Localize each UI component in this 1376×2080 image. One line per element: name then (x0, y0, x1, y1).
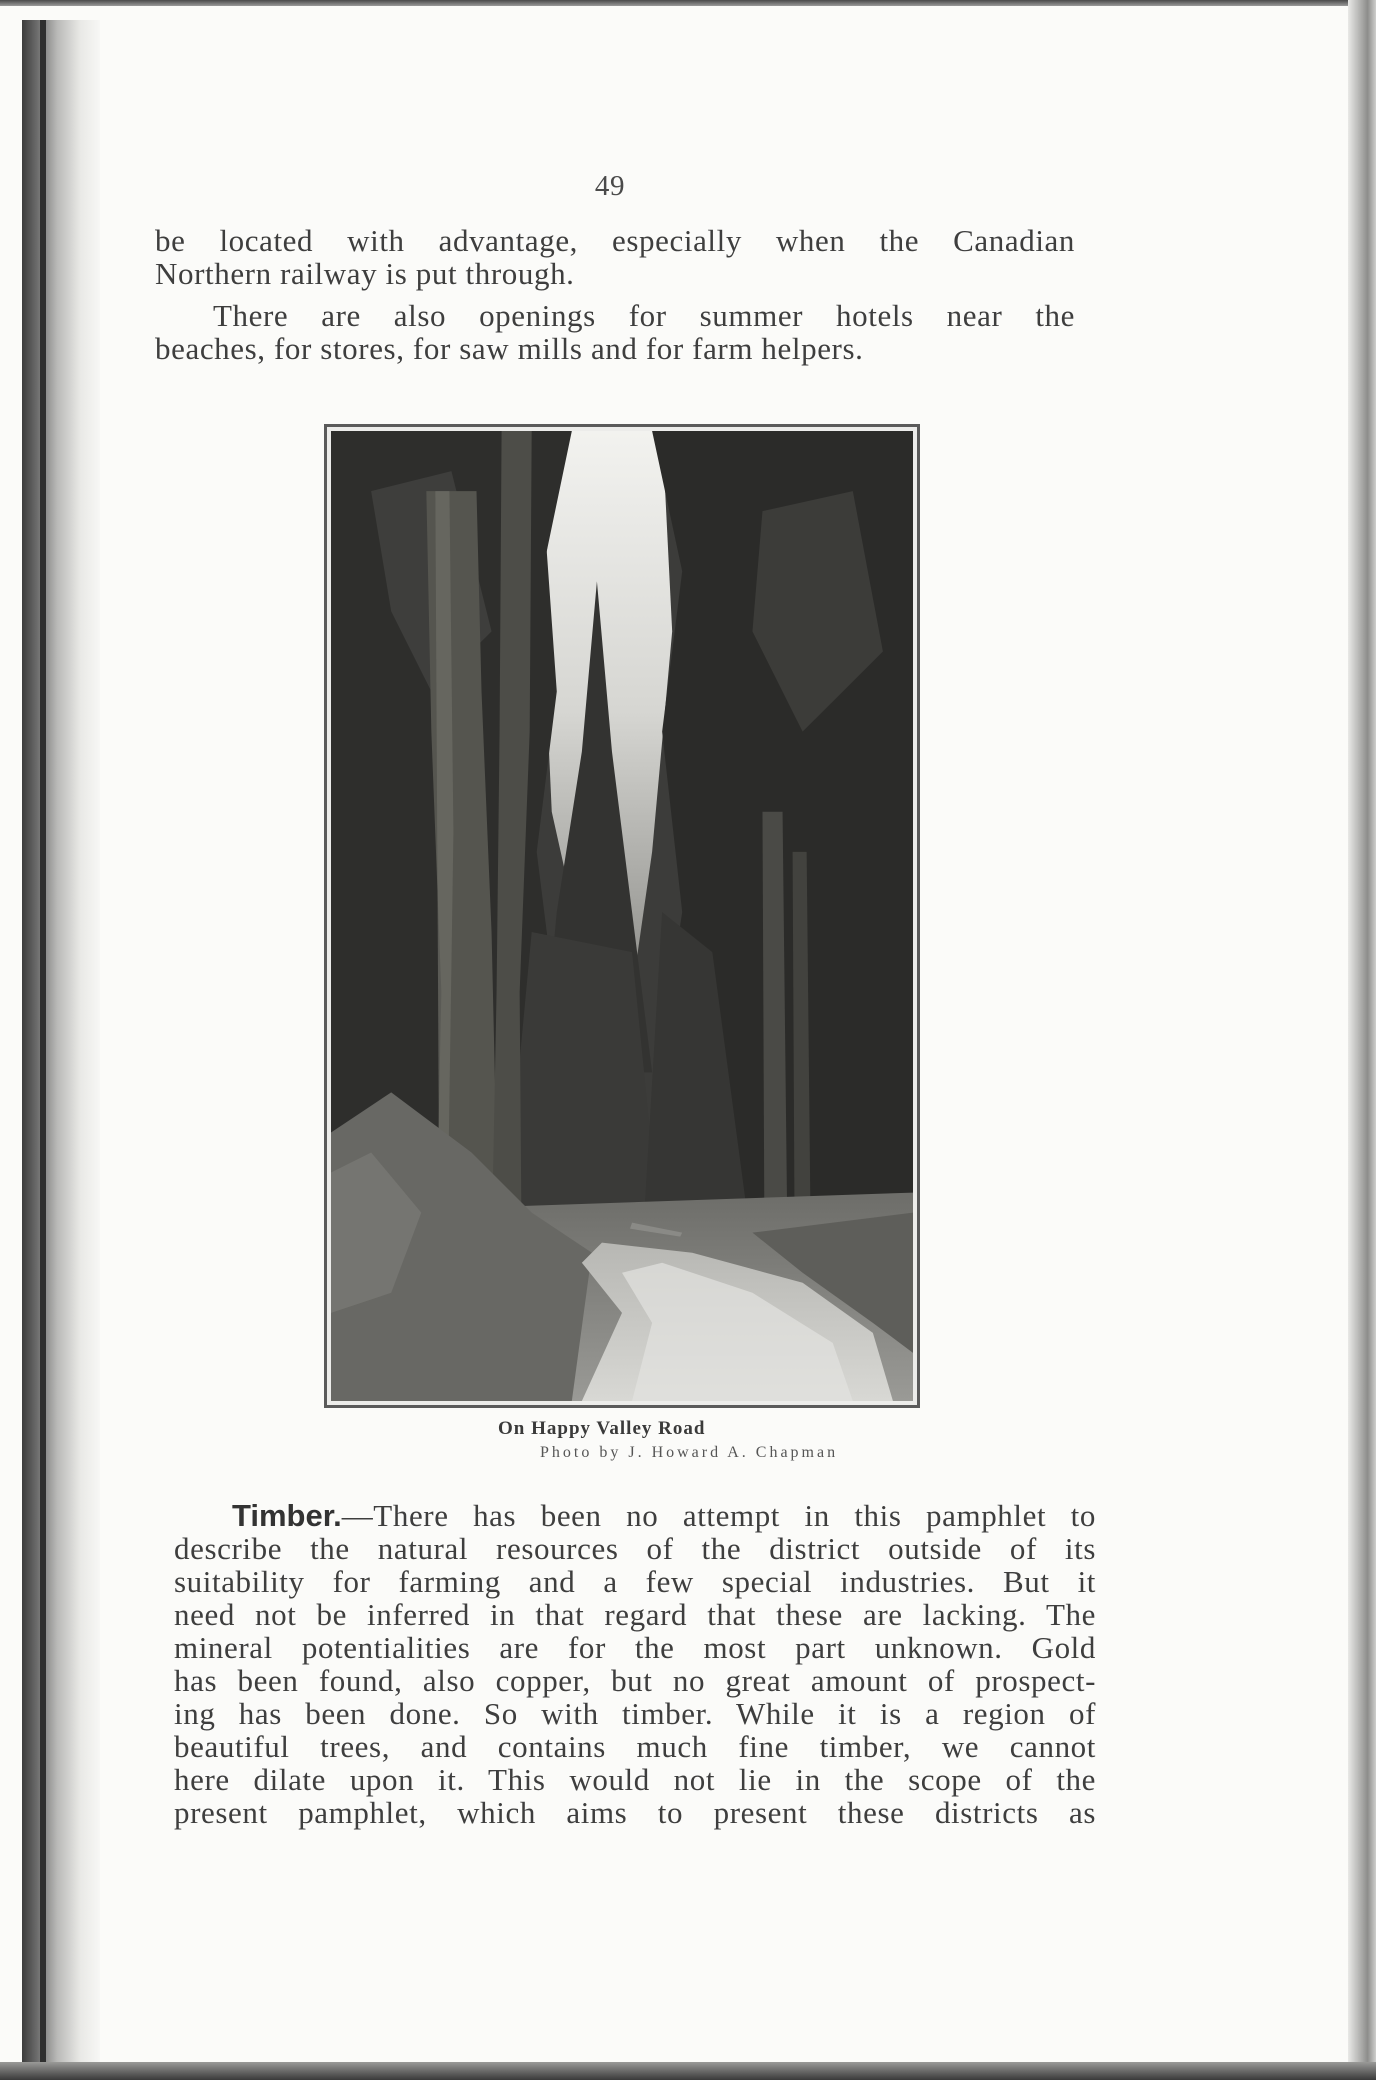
forest-road-photo (324, 424, 920, 1408)
bottom-scan-edge (0, 2062, 1376, 2080)
paragraph-first-line (174, 1499, 1096, 1532)
forest-road-image (331, 431, 913, 1401)
paragraph-line: There are also openings for summer hotels near the (213, 298, 1075, 333)
paragraph-line: beaches, for stores, for saw mills and for farm helpers. (155, 331, 864, 366)
paragraph-line: present pamphlet, which aims to present these districts as (174, 1795, 1096, 1830)
paragraph-line: suitability for farming and a few special industries. But it (174, 1564, 1096, 1599)
right-page-edge (1348, 0, 1376, 2080)
paragraph-line: mineral potentialities are for the most part unknown. Gold (174, 1630, 1096, 1665)
paragraph-line: ing has been done. So with timber. While it is a region of (174, 1696, 1096, 1731)
section-lead-word: Timber. (232, 1498, 342, 1533)
paragraph-line: Northern railway is put through. (155, 256, 575, 291)
page-number: 49 (594, 170, 626, 202)
paragraph-line-rest: —There has been no attempt in this pamphlet to (341, 1498, 1096, 1533)
book-spine (22, 20, 100, 2068)
spine-binding-line (40, 20, 46, 2068)
paragraph-line: need not be inferred in that regard that these are lacking. The (174, 1597, 1096, 1632)
paragraph-3 (174, 1499, 1096, 1829)
paragraph-2 (155, 299, 1075, 365)
paragraph-line: be located with advantage, especially when the Canadian (155, 223, 1075, 258)
paragraph-line: here dilate upon it. This would not lie in the scope of the (174, 1762, 1096, 1797)
top-scan-edge (0, 0, 1376, 6)
paragraph-1 (155, 224, 1075, 290)
paragraph-line: describe the natural resources of the district outside of its (174, 1531, 1096, 1566)
paragraph-line: has been found, also copper, but no great amount of prospect- (174, 1663, 1096, 1698)
photo-caption-title: On Happy Valley Road (498, 1418, 706, 1439)
paragraph-line: beautiful trees, and contains much fine timber, we cannot (174, 1729, 1096, 1764)
photo-caption-credit: Photo by J. Howard A. Chapman (540, 1444, 839, 1461)
